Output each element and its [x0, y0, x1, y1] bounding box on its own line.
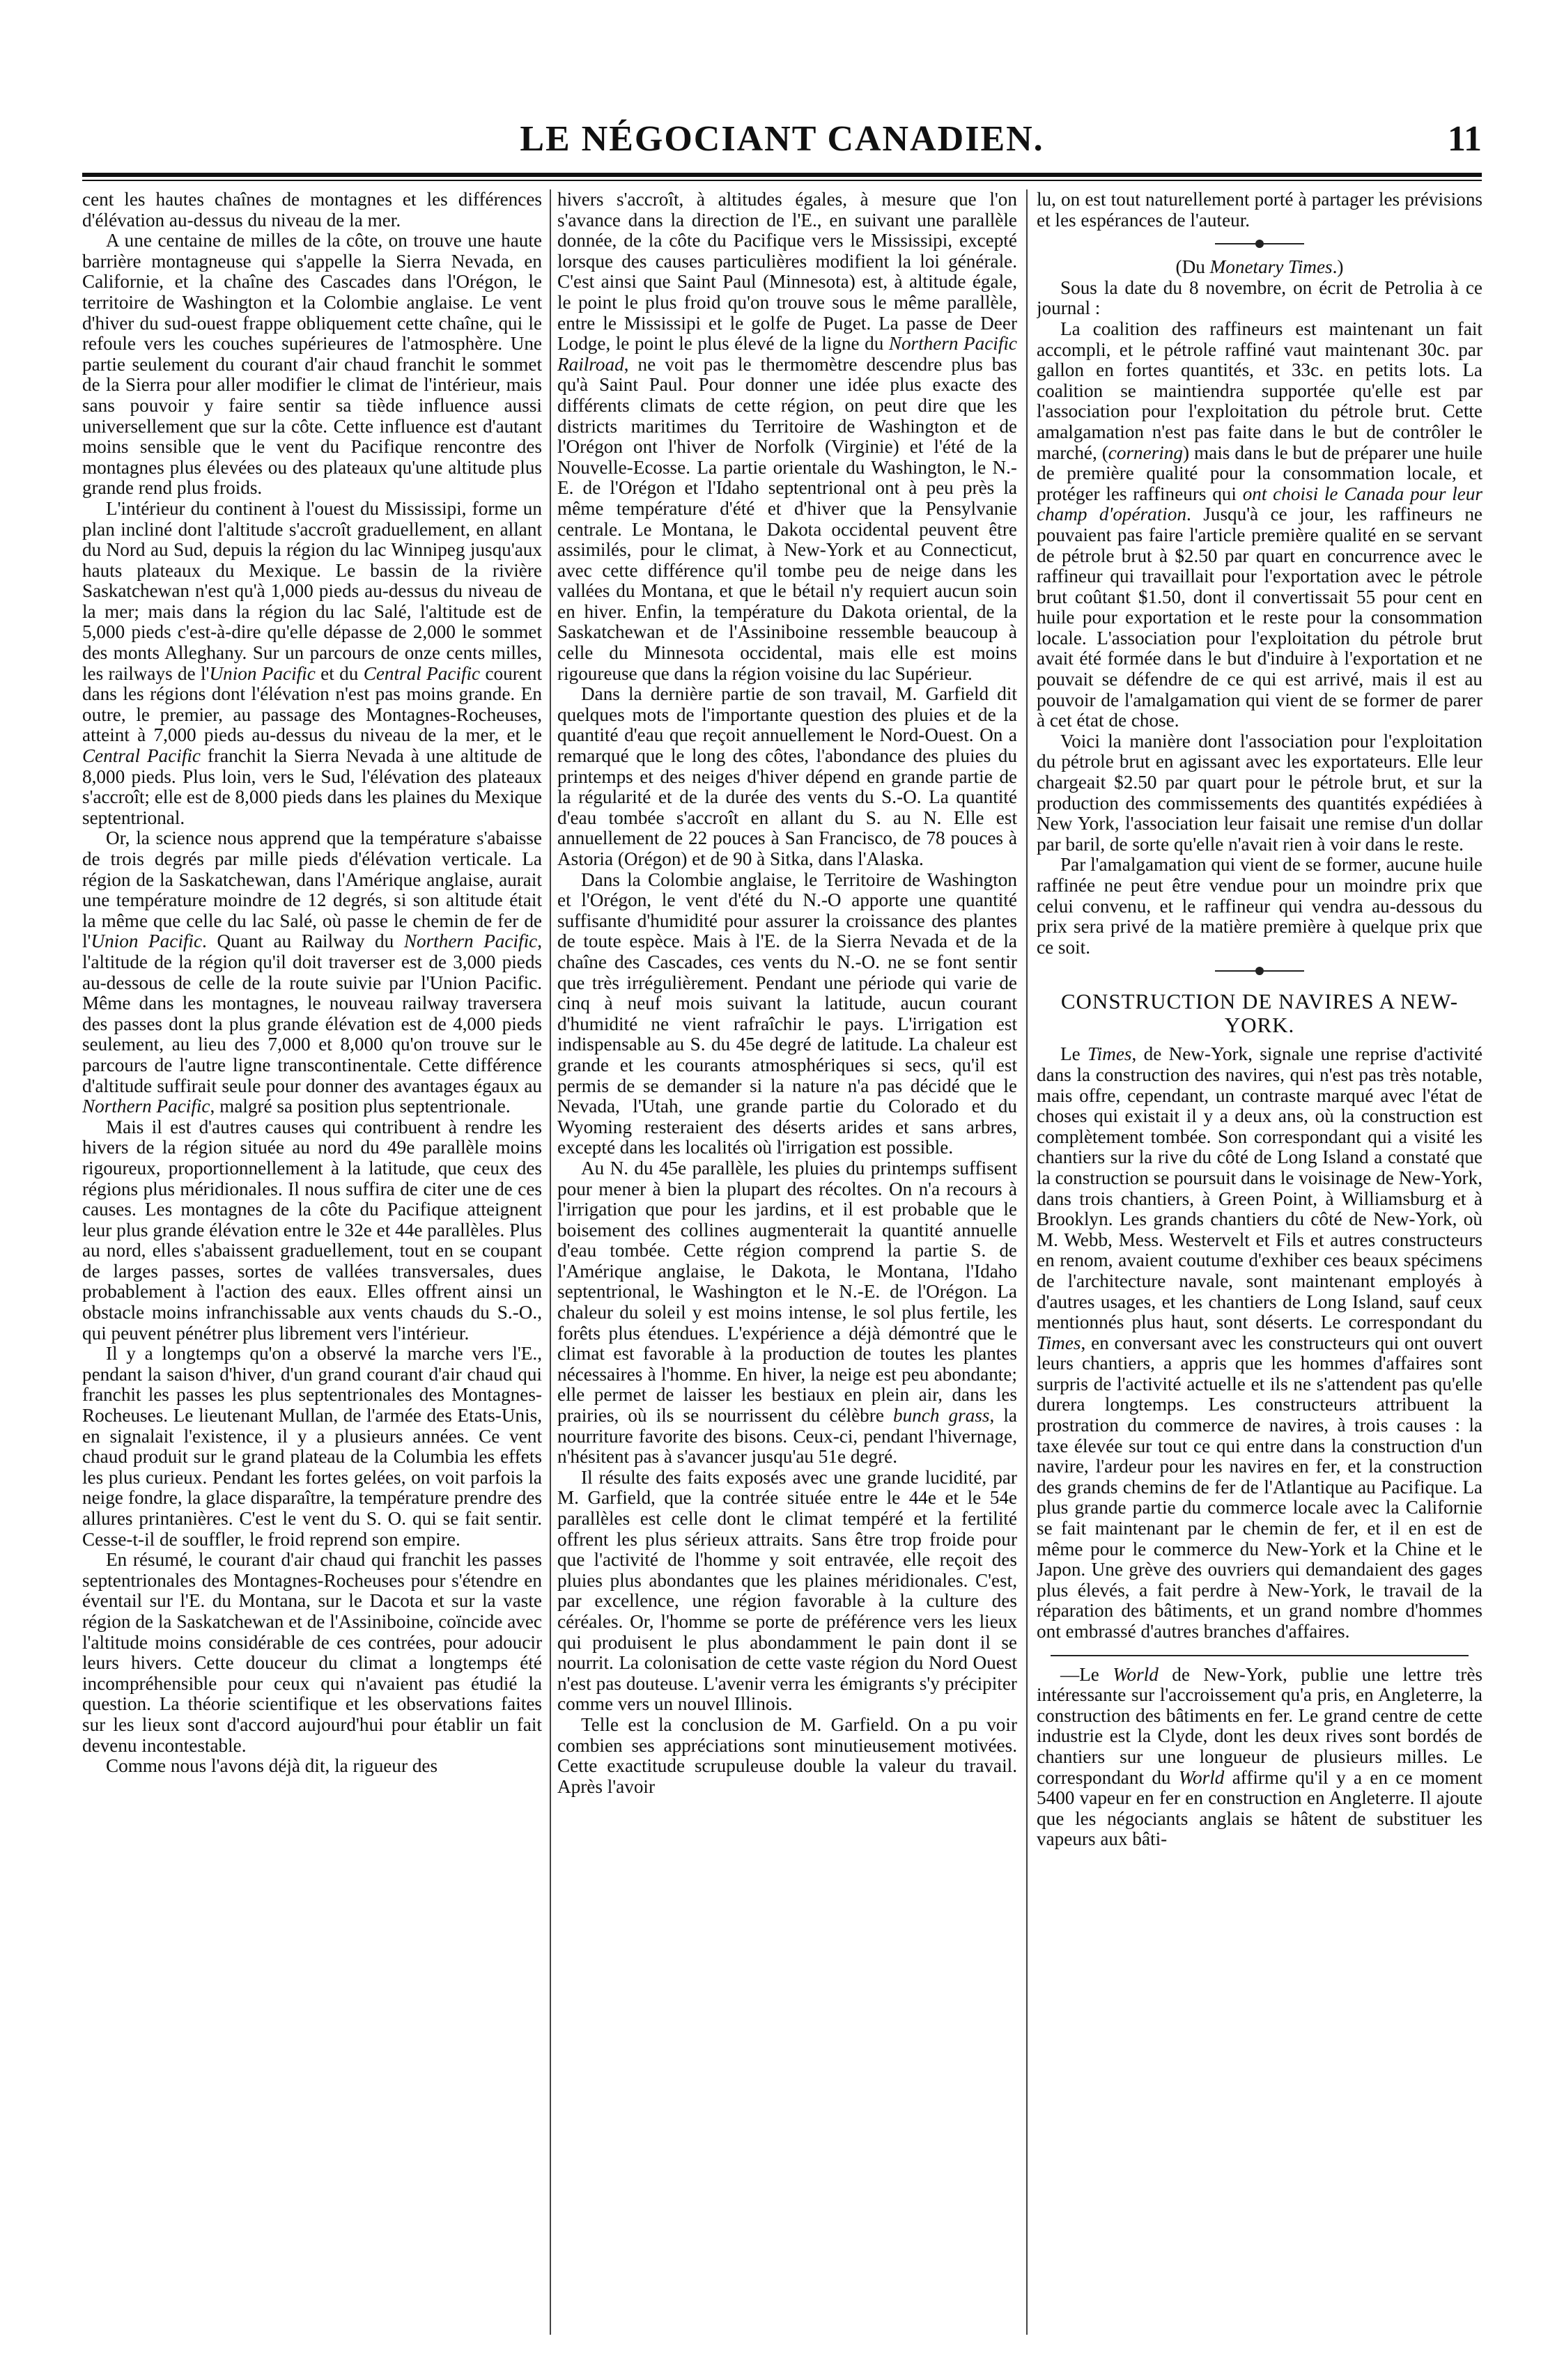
paragraph: Par l'amalgamation qui vient de se former, aucune huile raffinée ne peut être vendue pour un moindre prix que celui convenu, et le raffineur qui vendra au-dessous du prix sera privé de la matière première à quelque prix que ce soit. — [1037, 854, 1482, 958]
article-heading: CONSTRUCTION DE NAVIRES A NEW-YORK. — [1060, 989, 1459, 1038]
column-1 — [82, 189, 542, 2335]
paragraph: Voici la manière dont l'association pour l'exploitation du pétrole brut en agissant avec les exportateurs. Elle leur chargeait $2.50 par quart pour le pétrole brut, et sur la production des commissements des quantités expédiées à New York, l'association leur faisait une remise d'un dollar par baril, de sorte qu'elle n'avait rien à voir dans le reste. — [1037, 730, 1482, 855]
paragraph: lu, on est tout naturellement porté à partager les prévisions et les espérances de l'auteur. — [1037, 189, 1482, 231]
section-rule — [1051, 1655, 1469, 1656]
paragraph: Or, la science nous apprend que la température s'abaisse de trois degrés par mille pieds d'élévation verticale. La région de la Saskatchewan, dans l'Amérique anglaise, aurait une température moindre de 12 degrés, si son altitude était la même que celle du lac Salé, où passe le chemin de fer de l'Union Pacific. Quant au Railway du Northern Pacific, l'altitude de la région qu'il doit traverser est de 3,000 pieds au-dessous de celle de la route suivie par l'Union Pacific. Même dans les montagnes, le nouveau railway traversera des passes dont la plus grande élévation est de 4,000 pieds seulement, au lieu des 7,000 et 8,000 qu'on trouve sur le parcours de l'autre ligne transcontinentale. Cette différence d'altitude suffirait seule pour donner des avantages égaux au Northern Pacific, malgré sa position plus septentrionale. — [82, 827, 542, 1117]
paragraph: cent les hautes chaînes de montagnes et les différences d'élévation au-dessus du niveau de la mer. — [82, 189, 542, 231]
column-divider — [1026, 189, 1028, 2335]
paragraph: L'intérieur du continent à l'ouest du Mississipi, forme un plan incliné dont l'altitude s'accroît graduellement, en allant du Nord au Sud, depuis la région du lac Winnipeg jusqu'aux hauts plateaux du Mexique. Le bassin de la rivière Saskatchewan n'est qu'à 1,000 pieds au-dessus du niveau de la mer; mais dans la région du lac Salé, l'altitude est de 5,000 pieds c'est-à-dire qu'elle dépasse de 2,000 le sommet des monts Alleghany. Sur un parcours de onze cents milles, les railways de l'Union Pacific et du Central Pacific courent dans les régions dont l'élévation n'est pas moins grande. En outre, le premier, au passage des Montagnes-Rocheuses, atteint à 7,000 pieds au-dessus du niveau de la mer, et le Central Pacific franchit la Sierra Nevada à une altitude de 8,000 pieds. Plus loin, vers le Sud, l'élévation des plateaux s'accroît; elle est de 8,000 pieds dans les plaines du Mexique septentrional. — [82, 497, 542, 828]
paragraph: hivers s'accroît, à altitudes égales, à mesure que l'on s'avance dans la direction de l'E., en suivant une parallèle donnée, de la côte du Pacifique vers le Mississipi, excepté lorsque des causes particulières modifient la loi générale. C'est ainsi que Saint Paul (Minnesota) est, à altitude égale, le point le plus froid qu'on trouve sous le même parallèle, entre le Mississipi et le golfe de Puget. La passe de Deer Lodge, le point le plus élevé de la ligne du Northern Pacific Railroad, ne voit pas le thermomètre descendre plus bas qu'à Saint Paul. Pour donner une idée plus exacte des différents climats de cette région, on peut dire que les districts maritimes du Territoire de Washington et de l'Orégon ont l'hiver de Norfolk (Virginie) et l'été de la Nouvelle-Ecosse. La partie orientale du Washington, le N.-E. de l'Orégon et l'Idaho septentrional ont à peu près la même température d'été et d'hiver que la Pensylvanie centrale. Le Montana, le Dakota occidental peuvent être assimilés, pour le climat, à New-York et au Connecticut, avec cette différence qu'il tombe peu de neige dans les vallées du Montana, et que le bétail n'y requiert aucun soin en hiver. Enfin, la température du Dakota oriental, de la Saskatchewan et de l'Assiniboine ressemble beaucoup à celle du Minnesota occidental, mais elle est moins rigoureuse que dans la région voisine du lac Supérieur. — [557, 189, 1017, 684]
column-3 — [1037, 189, 1482, 2335]
page-number: 11 — [1447, 119, 1482, 159]
masthead — [82, 118, 1482, 167]
header-rule-thin — [82, 180, 1482, 181]
paragraph: Il y a longtemps qu'on a observé la marche vers l'E., pendant la saison d'hiver, d'un grand courant d'air chaud qui franchit les passes les plus septentrionales des Montagnes-Rocheuses. Le lieutenant Mullan, de l'armée des Etats-Unis, en signalait l'existence, il y a plusieurs années. Ce vent chaud produit sur le grand plateau de la Columbia les effets les plus curieux. Pendant les fortes gelées, on voit parfois la neige fondre, la glace disparaître, la température prendre des allures printanières. C'est le vent du S. O. qui se fait sentir. Cesse-t-il de souffler, le froid reprend son empire. — [82, 1343, 542, 1550]
paragraph: Sous la date du 8 novembre, on écrit de Petrolia à ce journal : — [1037, 277, 1482, 319]
source-credit: (Du Monetary Times.) — [1175, 256, 1344, 278]
column-2 — [557, 189, 1017, 2335]
header-rule-thick — [82, 173, 1482, 177]
paragraph: Comme nous l'avons déjà dit, la rigueur des — [106, 1755, 438, 1777]
paragraph: A une centaine de milles de la côte, on trouve une haute barrière montagneuse qui s'appelle la Sierra Nevada, en Californie, et la chaîne des Cascades dans l'Orégon, le territoire de Washington et la Colombie anglaise. Le vent d'hiver du sud-ouest frappe obliquement cette chaîne, qui le refoule vers les couches supérieures de l'atmosphère. Une partie seulement du courant d'air chaud franchit le sommet de la Sierra pour aller modifier le climat de l'intérieur, mais sans pouvoir y faire sentir sa tiède influence aussi universellement que sur la côte. Cette influence est d'autant moins sensible que le vent du Pacifique rencontre des montagnes plus élevées ou des plateaux qu'une altitude plus grande rend plus froids. — [82, 230, 542, 499]
paragraph: Telle est la conclusion de M. Garfield. On a pu voir combien ses appréciations sont minutieusement motivées. Cette exactitude scrupuleuse double la valeur du travail. Après l'avoir — [557, 1713, 1017, 1797]
column-divider — [550, 189, 551, 2335]
paragraph: —Le World de New-York, publie une lettre très intéressante sur l'accroissement qu'a pris, en Angleterre, la construction des bâtiments en fer. Le grand centre de cette industrie est la Clyde, dont les deux rives sont bordés de chantiers sur une longueur de plusieurs milles. Le correspondant du World affirme qu'il y a en ce moment 5400 vapeur en fer en construction en Angleterre. Il ajoute que les négociants anglais se hâtent de substituer les vapeurs aux bâti- — [1037, 1663, 1482, 1850]
paragraph: La coalition des raffineurs est maintenant un fait accompli, et le pétrole raffiné vaut maintenant 30c. par gallon en fortes quantités, et 33c. en petits lots. La coalition se maintiendra supportée qu'elle est par l'association pour l'exploitation du pétrole brut. Cette amalgamation n'est pas faite dans le but de contrôler le marché, (cornering) mais dans le but de préparer une huile de première qualité pour la consommation locale, et protéger les raffineurs qui ont choisi le Canada pour leur champ d'opération. Jusqu'à ce jour, les raffineurs ne pouvaient pas faire l'article première qualité en se servant de pétrole brut à $2.50 par quart en concurrence avec le raffineur qui travaillait pour l'exportation avec le pétrole brut coûtant $1.50, dont il convertissait 55 pour cent en huile pour exportation et le reste pour la consommation locale. L'association pour l'exploitation du pétrole brut avait été formée dans le but d'induire à l'exportation et ne pouvait se défendre de ce qui est arrivé, mais il est au pouvoir de l'amalgamation qui vient de se former de parer à cet état de chose. — [1037, 318, 1482, 731]
section-separator — [1037, 233, 1482, 254]
paragraph: Dans la Colombie anglaise, le Territoire de Washington et l'Orégon, le vent d'été du N.-O apporte une quantité suffisante d'humidité pour assurer la croissance des plantes de toute espèce. Mais à l'E. de la Sierra Nevada et de la chaîne des Cascades, ces vents du N.-O. ne se font sentir que très irrégulièrement. Pendant une période qui varie de cinq à neuf mois suivant la latitude, aucun courant d'humidité ne vient rafraîchir le pays. L'irrigation est indispensable au S. du 45e degré de latitude. La chaleur est grande et les courants atmosphériques si secs, qu'il est permis de se demander si la nature n'a pas décidé que le Nevada, l'Utah, une grande partie du Colorado et du Wyoming resteraient des déserts arides et sans arbres, excepté dans les localités où l'irrigation est possible. — [557, 869, 1017, 1158]
paragraph: En résumé, le courant d'air chaud qui franchit les passes septentrionales des Montagnes-Rocheuses pour s'étendre en éventail sur l'E. du Montana, sur le Dacota et sur la vaste région de la Saskatchewan et de l'Assiniboine, coïncide avec l'altitude moins considérable de ces contrées, pour adoucir leurs hivers. Cette douceur du climat a longtemps été incompréhensible pour ceux qui n'avaient pas étudié la question. La théorie scientifique et les observations faites sur les lieux sont d'accord aujourd'hui pour établir un fait devenu incontestable. — [82, 1549, 542, 1756]
paragraph: Au N. du 45e parallèle, les pluies du printemps suffisent pour mener à bien la plupart des récoltes. On n'a recours à l'irrigation que pour les jardins, et il est probable que le boisement des collines augmenterait la quantité annuelle d'eau tombée. Cette région comprend la partie S. de l'Amérique anglaise, le Dakota, le Montana, l'Idaho septentrional, le Washington et le N.-E. de l'Orégon. La chaleur du soleil y est moins intense, le sol plus fertile, les forêts plus étendues. L'expérience a déjà démontré que le climat est favorable à la production de toutes les plantes nécessaires à l'homme. En hiver, la neige est peu abondante; elle permet de laisser les bestiaux en plein air, dans les prairies, où ils se nourrissent du célèbre bunch grass, la nourriture favorite des bisons. Ceux-ci, pendant l'hivernage, n'hésitent pas à s'avancer jusqu'au 51e degré. — [557, 1157, 1017, 1468]
publication-title: LE NÉGOCIANT CANADIEN. — [520, 119, 1044, 159]
paragraph: Le Times, de New-York, signale une reprise d'activité dans la construction des navires, qui n'est pas très notable, mais offre, cependant, un contraste marqué avec l'état de choses qui existait il y a deux ans, où la construction est complètement tombée. Son correspondant qui a visité les chantiers sur la rive du côté de Long Island a constaté que la construction se poursuit dans le voisinage de New-York, dans trois chantiers, à Green Point, à Williamsburg et à Brooklyn. Les grands chantiers du côté de New-York, où M. Webb, Mess. Westervelt et Fils et autres constructeurs en renom, avaient coutume d'exhiber ces beaux spécimens de l'architecture navale, sont maintenant employés à d'autres usages, et les chantiers de Long Island, sauf ceux mentionnés plus haut, sont déserts. Le correspondant du Times, en conversant avec les constructeurs qui ont ouvert leurs chantiers, a appris que les hommes d'affaires sont surpris de l'activité actuelle et ils ne s'attendent pas qu'elle durera longtemps. Les constructeurs attribuent la prostration du commerce de navires, à trois causes : la taxe élevée sur tout ce qui entre dans la construction d'un navire, l'ardeur pour les navires en fer, et la construction des grands chemins de fer de l'Atlantique au Pacifique. La plus grande partie du commerce locale avec la Californie se fait maintenant par le chemin de fer, et il en est de même pour le commerce du New-York et la Chine et le Japon. Une grève des ouvriers qui demandaient des gages plus élevés, a fait perdre à New-York, le travail de la réparation des bâtiments, et un grand nombre d'hommes ont embrassé d'autres branches d'affaires. — [1037, 1043, 1482, 1642]
paragraph: Il résulte des faits exposés avec une grande lucidité, par M. Garfield, que la contrée située entre le 44e et le 54e parallèles est celle dont le climat tempéré et la fertilité offrent les plus sérieux attraits. Sans être trop froide pour que l'activité de l'homme y soit entravée, elle reçoit des pluies plus abondantes que les plaines méridionales. C'est, par excellence, une région favorable à la culture des céréales. Or, l'homme se porte de préférence vers les lieux qui produisent le plus abondamment le pain dont il se nourrit. La colonisation de cette vaste région du Nord Ouest n'est pas douteuse. L'avenir verra les émigrants s'y précipiter comme vers un nouvel Illinois. — [557, 1466, 1017, 1715]
paragraph: Dans la dernière partie de son travail, M. Garfield dit quelques mots de l'importante question des pluies et de la quantité d'eau que reçoit annuellement le Nord-Ouest. On a remarqué que le long des côtes, l'abondance des pluies du printemps et des neiges d'hiver dépend en grande partie de la régularité et de la durée des vents du S.-O. La quantité d'eau tombée s'accroît en allant du S. au N. Elle est annuellement de 22 pouces à San Francisco, de 78 pouces à Astoria (Orégon) et de 90 à Sitka, dans l'Alaska. — [557, 683, 1017, 869]
section-separator — [1037, 960, 1482, 981]
paragraph: Mais il est d'autres causes qui contribuent à rendre les hivers de la région située au nord du 49e parallèle moins rigoureux, proportionnellement à la latitude, que ceux des régions plus méridionales. Il nous suffira de citer une de ces causes. Les montagnes de la côte du Pacifique atteignent leur plus grande élévation entre le 32e et 44e parallèles. Plus au nord, elles s'abaissent graduellement, tout en se coupant de larges passes, sortes de vallées transversales, dues probablement à l'action des eaux. Elles offrent ainsi un obstacle moins infranchissable aux vents chauds du S.-O., qui peuvent pénétrer plus librement vers l'intérieur. — [82, 1116, 542, 1344]
